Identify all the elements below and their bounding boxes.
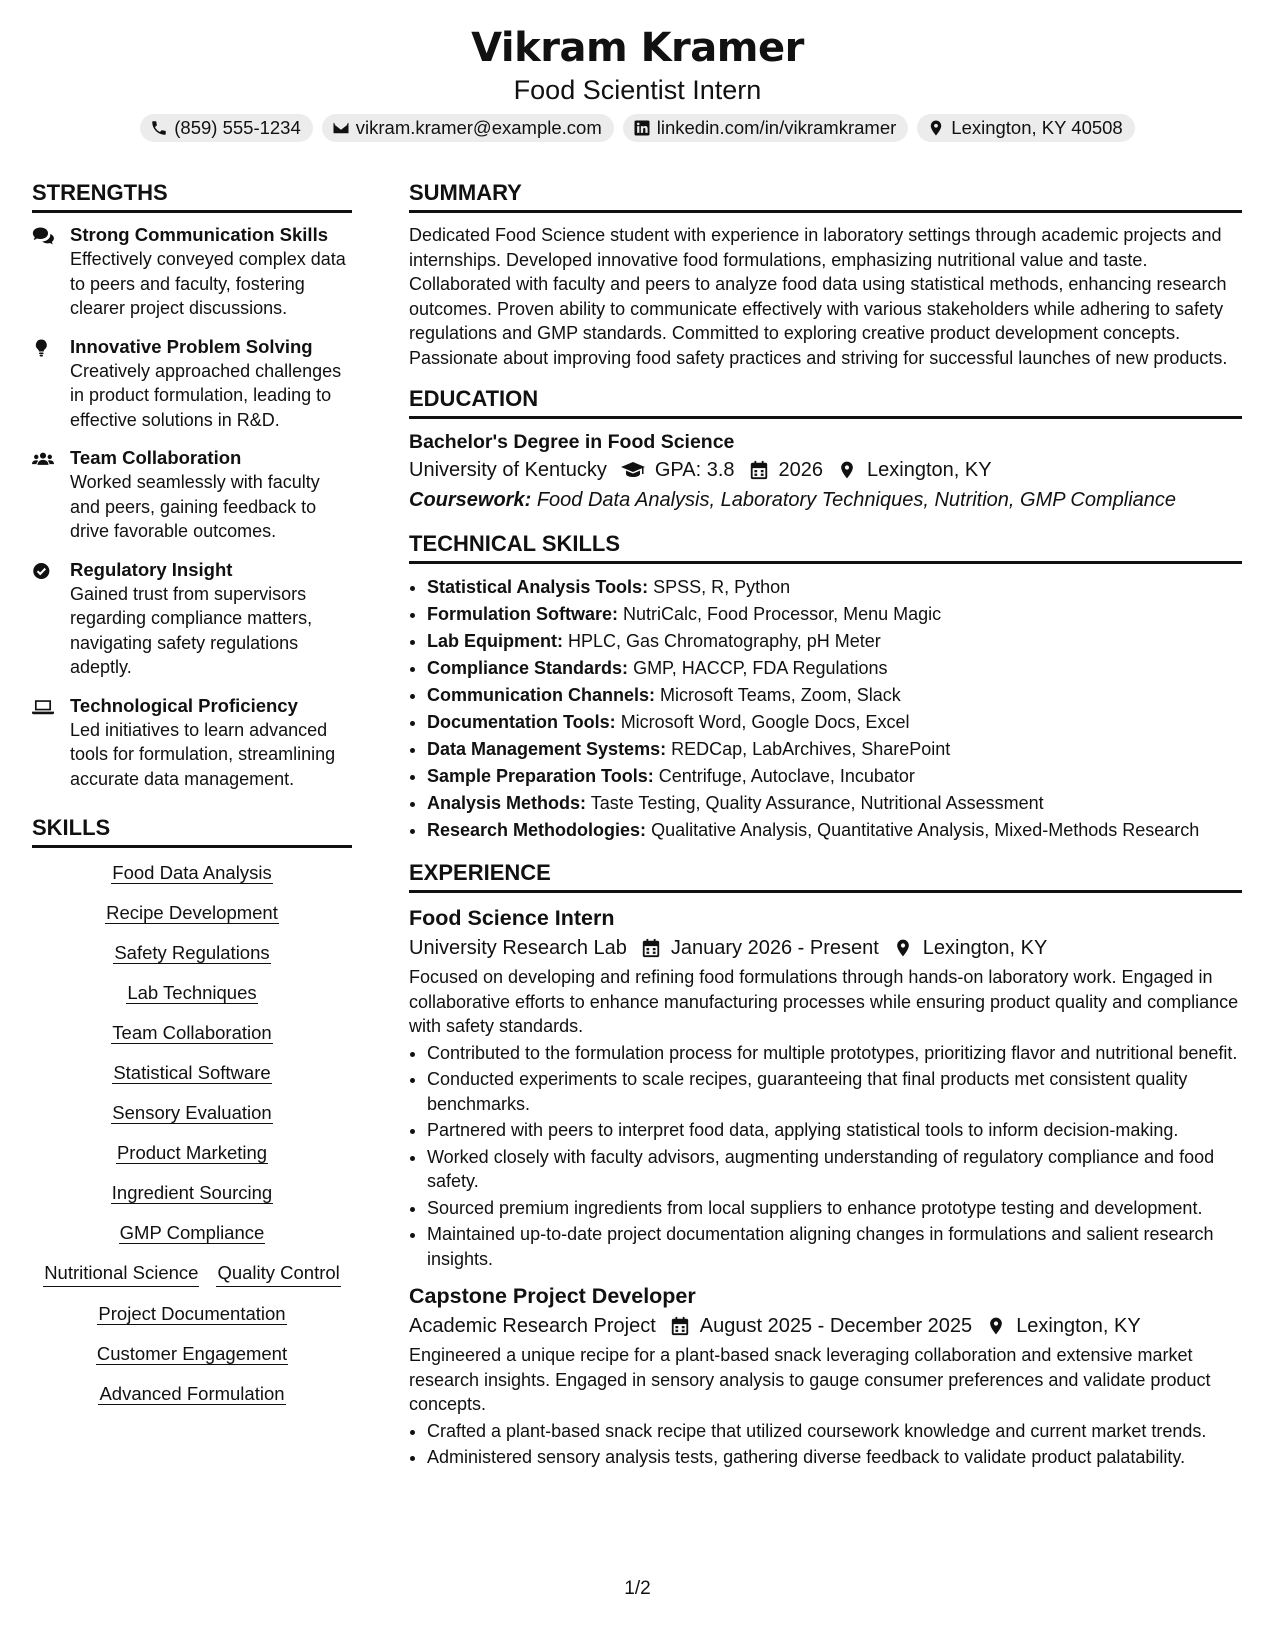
strength-desc: Creatively approached challenges in product formulation, leading to effective solutions in R&D. xyxy=(70,360,342,430)
job-bullet: • Conducted experiments to scale recipes, guaranteeing that final products met consistent quality benchmarks. xyxy=(427,1067,1242,1116)
tech-skill-label: Statistical Analysis Tools: xyxy=(427,577,649,597)
job-bullet: • Maintained up-to-date project documentation aligning changes in formulations and salient research insights. xyxy=(427,1222,1242,1271)
tech-skill-value: NutriCalc, Food Processor, Menu Magic xyxy=(623,604,942,624)
tech-skill-value: Microsoft Word, Google Docs, Excel xyxy=(620,712,910,732)
right-column xyxy=(409,178,1242,1472)
technical-skills-heading: TECHNICAL SKILLS xyxy=(409,529,1242,564)
skill-tag: Sensory Evaluation xyxy=(112,1102,272,1123)
tech-skill-item xyxy=(427,736,1242,763)
tech-skill-item xyxy=(427,655,1242,682)
tech-skill-item xyxy=(427,709,1242,736)
skill-tag: Nutritional Science xyxy=(43,1260,199,1287)
contact-linkedin-text: linkedin.com/in/vikramkramer xyxy=(656,117,897,138)
strength-desc: Worked seamlessly with faculty and peers, gaining feedback to drive favorable outcomes. xyxy=(70,472,320,541)
job-bullets xyxy=(409,1041,1242,1272)
tech-skill-label: Documentation Tools: xyxy=(427,712,616,732)
job-location: Lexington, KY xyxy=(1016,1315,1141,1337)
job-title: Capstone Project Developer xyxy=(409,1284,696,1308)
strength-desc: Gained trust from supervisors regarding compliance matters, navigating safety regulations adeptly. xyxy=(70,583,313,677)
skill-tag: Quality Control xyxy=(216,1260,340,1287)
job-title: Food Science Intern xyxy=(409,906,615,930)
calendar-icon xyxy=(749,460,769,480)
job-bullets xyxy=(409,1419,1242,1470)
coursework-label: Coursework: xyxy=(409,489,532,511)
strengths-heading: STRENGTHS xyxy=(32,178,352,213)
job-org: University Research Lab xyxy=(409,937,627,959)
tech-skill-item xyxy=(427,682,1242,709)
tech-skill-item xyxy=(427,817,1242,844)
tech-skill-label: Analysis Methods: xyxy=(427,793,587,813)
candidate-name: Vikram Kramer xyxy=(471,25,804,71)
laptop-icon xyxy=(32,697,54,717)
graduation-cap-icon xyxy=(621,460,645,480)
skill-tag: Team Collaboration xyxy=(112,1022,272,1043)
skill-tag: Product Marketing xyxy=(116,1142,268,1163)
job-dates: January 2026 - Present xyxy=(670,937,879,959)
skill-tag: Food Data Analysis xyxy=(112,862,272,883)
job-bullet: • Crafted a plant-based snack recipe that utilized coursework knowledge and current market trends. xyxy=(427,1419,1242,1444)
contact-email-text: vikram.kramer@example.com xyxy=(355,117,602,138)
tech-skill-value: Centrifuge, Autoclave, Incubator xyxy=(658,766,915,786)
coursework-line xyxy=(409,485,1242,515)
education-location: Lexington, KY xyxy=(867,459,992,481)
users-icon xyxy=(32,449,54,469)
strength-title: Technological Proficiency xyxy=(70,694,298,716)
comments-icon xyxy=(32,226,54,246)
tech-skill-value: Microsoft Teams, Zoom, Slack xyxy=(660,685,901,705)
resume-header xyxy=(0,0,1275,142)
summary-text: Dedicated Food Science student with experience in laboratory settings through academic projects and internships. Developed innovative food formulations, emphasizing nutritional value and taste. Collaborated with faculty and peers to analyze food data using statistical methods, enhancing research outcomes. Proven ability to communicate effectively with various stakeholders while adhering to safety regulations and GMP standards. Committed to exploring creative product development concepts. Passionate about improving food safety practices and striving for successful launches of new products. xyxy=(409,225,1228,368)
contact-location-text: Lexington, KY 40508 xyxy=(951,117,1123,138)
experience-heading: EXPERIENCE xyxy=(409,858,1242,893)
skill-tag: Statistical Software xyxy=(113,1062,271,1083)
job-bullet: • Worked closely with faculty advisors, augmenting understanding of regulatory compliance and food safety. xyxy=(427,1145,1242,1194)
skill-tag: Advanced Formulation xyxy=(99,1383,285,1404)
school-name: University of Kentucky xyxy=(409,459,607,481)
job-bullet: • Administered sensory analysis tests, gathering diverse feedback to validate product palatability. xyxy=(427,1445,1242,1470)
job-dates: August 2025 - December 2025 xyxy=(699,1315,973,1337)
gpa-text: GPA: 3.8 xyxy=(654,459,735,481)
calendar-icon xyxy=(641,938,661,958)
skill-tag: Ingredient Sourcing xyxy=(111,1182,273,1203)
page-number: 1/2 xyxy=(624,1578,651,1599)
map-pin-icon xyxy=(893,938,913,958)
education-meta xyxy=(409,455,1242,485)
contact-location xyxy=(917,114,1134,142)
tech-skill-value: GMP, HACCP, FDA Regulations xyxy=(633,658,888,678)
skill-tag: GMP Compliance xyxy=(119,1222,265,1243)
job-location: Lexington, KY xyxy=(922,937,1048,959)
tech-skill-value: HPLC, Gas Chromatography, pH Meter xyxy=(568,631,881,651)
job-bullet: • Sourced premium ingredients from local suppliers to enhance prototype testing and development. xyxy=(427,1196,1242,1221)
tech-skill-value: REDCap, LabArchives, SharePoint xyxy=(671,739,951,759)
strength-item xyxy=(32,335,352,433)
summary-heading: SUMMARY xyxy=(409,178,1242,213)
tech-skill-value: Qualitative Analysis, Quantitative Analysis, Mixed-Methods Research xyxy=(651,820,1200,840)
contact-email[interactable] xyxy=(322,114,614,142)
strength-desc: Led initiatives to learn advanced tools for formulation, streamlining accurate data management. xyxy=(70,719,336,789)
strength-item xyxy=(32,446,352,544)
tech-skill-label: Sample Preparation Tools: xyxy=(427,766,654,786)
job-entry xyxy=(409,1281,1242,1470)
skills-list xyxy=(32,858,352,1407)
strength-title: Team Collaboration xyxy=(70,447,242,468)
tech-skill-item xyxy=(427,763,1242,790)
strength-item xyxy=(32,558,352,680)
job-meta xyxy=(409,1311,1242,1341)
job-bullet: • Contributed to the formulation process for multiple prototypes, prioritizing flavor and nutritional benefit. xyxy=(427,1041,1242,1066)
technical-skills-list xyxy=(409,574,1242,844)
strength-title: Regulatory Insight xyxy=(70,558,233,580)
envelope-icon xyxy=(332,119,350,137)
skill-tag: Safety Regulations xyxy=(114,942,270,963)
tech-skill-label: Lab Equipment: xyxy=(427,631,563,651)
tech-skill-item xyxy=(427,628,1242,655)
tech-skill-item xyxy=(427,790,1242,817)
tech-skill-label: Data Management Systems: xyxy=(427,739,667,759)
candidate-title: Food Scientist Intern xyxy=(513,75,762,105)
education-heading: EDUCATION xyxy=(409,384,1242,419)
skill-tag: Recipe Development xyxy=(106,902,278,923)
skills-heading: SKILLS xyxy=(32,813,352,848)
degree-title: Bachelor's Degree in Food Science xyxy=(409,431,735,453)
calendar-icon xyxy=(670,1316,690,1336)
linkedin-icon xyxy=(633,119,651,137)
lightbulb-icon xyxy=(32,338,54,358)
job-summary: Focused on developing and refining food formulations through hands-on laboratory work. Engaged in collaborative efforts to enhance manufacturing processes while ensuring product quality and compliance with safety standards. xyxy=(409,967,1239,1036)
tech-skill-label: Compliance Standards: xyxy=(427,658,629,678)
contact-phone-text: (859) 555-1234 xyxy=(174,117,301,138)
strength-item xyxy=(32,223,352,321)
left-column xyxy=(32,178,352,1407)
strength-title: Innovative Problem Solving xyxy=(70,335,313,357)
strength-title: Strong Communication Skills xyxy=(70,224,328,245)
strength-item xyxy=(32,694,352,792)
tech-skill-value: Taste Testing, Quality Assurance, Nutritional Assessment xyxy=(590,793,1044,813)
job-entry xyxy=(409,903,1242,1271)
contact-phone[interactable] xyxy=(140,114,313,142)
tech-skill-value: SPSS, R, Python xyxy=(653,577,791,597)
skill-tag: Project Documentation xyxy=(98,1303,286,1324)
phone-icon xyxy=(150,119,168,137)
map-pin-icon xyxy=(927,119,945,137)
tech-skill-label: Communication Channels: xyxy=(427,685,656,705)
tech-skill-label: Formulation Software: xyxy=(427,604,619,624)
job-org: Academic Research Project xyxy=(409,1315,656,1337)
job-summary: Engineered a unique recipe for a plant-based snack leveraging collaboration and extensive market research insights. Engaged in sensory analysis to gauge consumer preferences and validate product concepts. xyxy=(409,1345,1211,1414)
skill-tag: Lab Techniques xyxy=(127,982,257,1003)
check-circle-icon xyxy=(32,561,54,581)
job-meta xyxy=(409,933,1242,963)
tech-skill-item xyxy=(427,601,1242,628)
job-bullet: • Partnered with peers to interpret food data, applying statistical tools to inform decision-making. xyxy=(427,1118,1242,1143)
graduation-year: 2026 xyxy=(778,459,824,481)
strength-desc: Effectively conveyed complex data to peers and faculty, fostering clearer project discussions. xyxy=(70,249,346,318)
map-pin-icon xyxy=(986,1316,1006,1336)
contact-bar xyxy=(0,114,1275,142)
coursework-list: Food Data Analysis, Laboratory Techniques, Nutrition, GMP Compliance xyxy=(536,489,1177,511)
skill-tag: Customer Engagement xyxy=(96,1343,288,1364)
tech-skill-item xyxy=(427,574,1242,601)
map-pin-icon xyxy=(837,460,857,480)
contact-linkedin[interactable] xyxy=(623,114,909,142)
tech-skill-label: Research Methodologies: xyxy=(427,820,647,840)
